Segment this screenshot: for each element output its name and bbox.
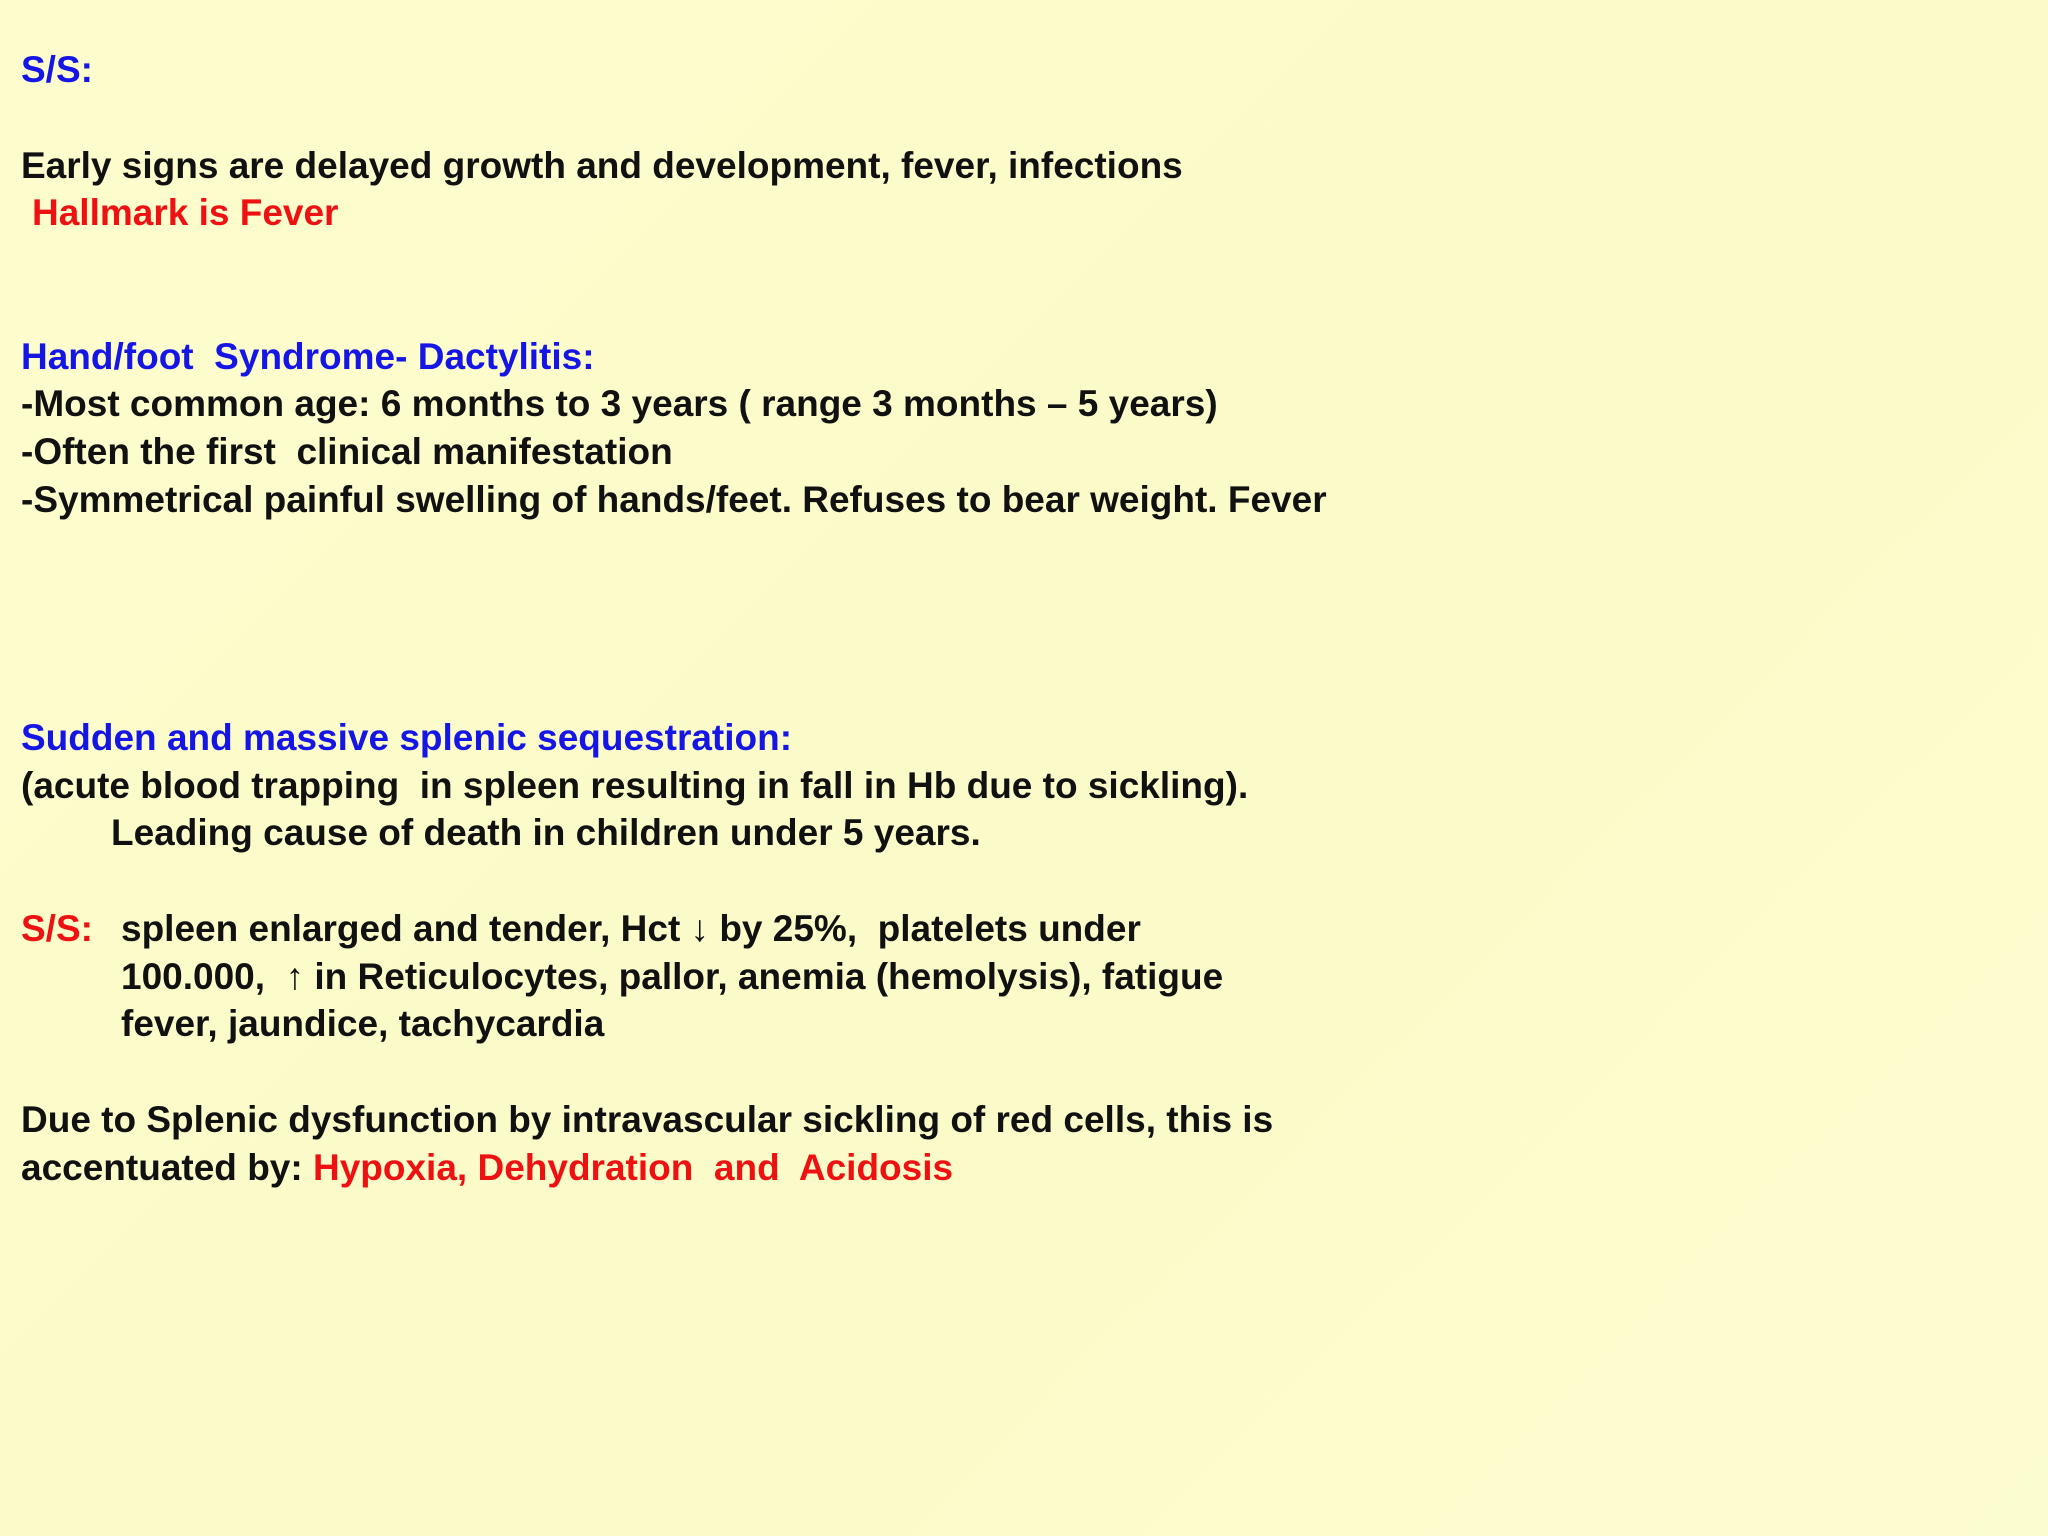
section-heading-dactylitis: Hand/foot Syndrome- Dactylitis: [21,336,595,377]
bullet-common-age: -Most common age: 6 months to 3 years ( range 3 months – 5 years) [21,383,1218,424]
cause-prefix: accentuated by: [21,1147,313,1188]
ss-line: spleen enlarged and tender, Hct ↓ by 25%, platelets under [121,908,1141,949]
cause-line-2 [21,1146,953,1190]
leading-cause-note: Leading cause of death in children under 5 years. [111,812,981,853]
early-signs-text: Early signs are delayed growth and development, fever, infections [21,145,1183,186]
sequestration-definition: (acute blood trapping in spleen resulting in fall in Hb due to sickling). [21,765,1249,806]
ss-line: 100.000, ↑ in Reticulocytes, pallor, anemia (hemolysis), fatigue [121,956,1224,997]
cause-line: Due to Splenic dysfunction by intravascular sickling of red cells, this is [21,1099,1274,1140]
section-heading-splenic-sequestration: Sudden and massive splenic sequestration: [21,717,793,758]
ss-label: S/S: [21,908,93,949]
bullet-symmetrical-swelling: -Symmetrical painful swelling of hands/feet. Refuses to bear weight. Fever [21,479,1327,520]
hallmark-text: Hallmark is Fever [32,192,339,233]
section-heading-ss: S/S: [21,49,93,90]
bullet-first-manifestation: -Often the first clinical manifestation [21,431,673,472]
ss-line: fever, jaundice, tachycardia [121,1003,605,1044]
cause-factors: Hypoxia, Dehydration and Acidosis [312,1147,954,1188]
